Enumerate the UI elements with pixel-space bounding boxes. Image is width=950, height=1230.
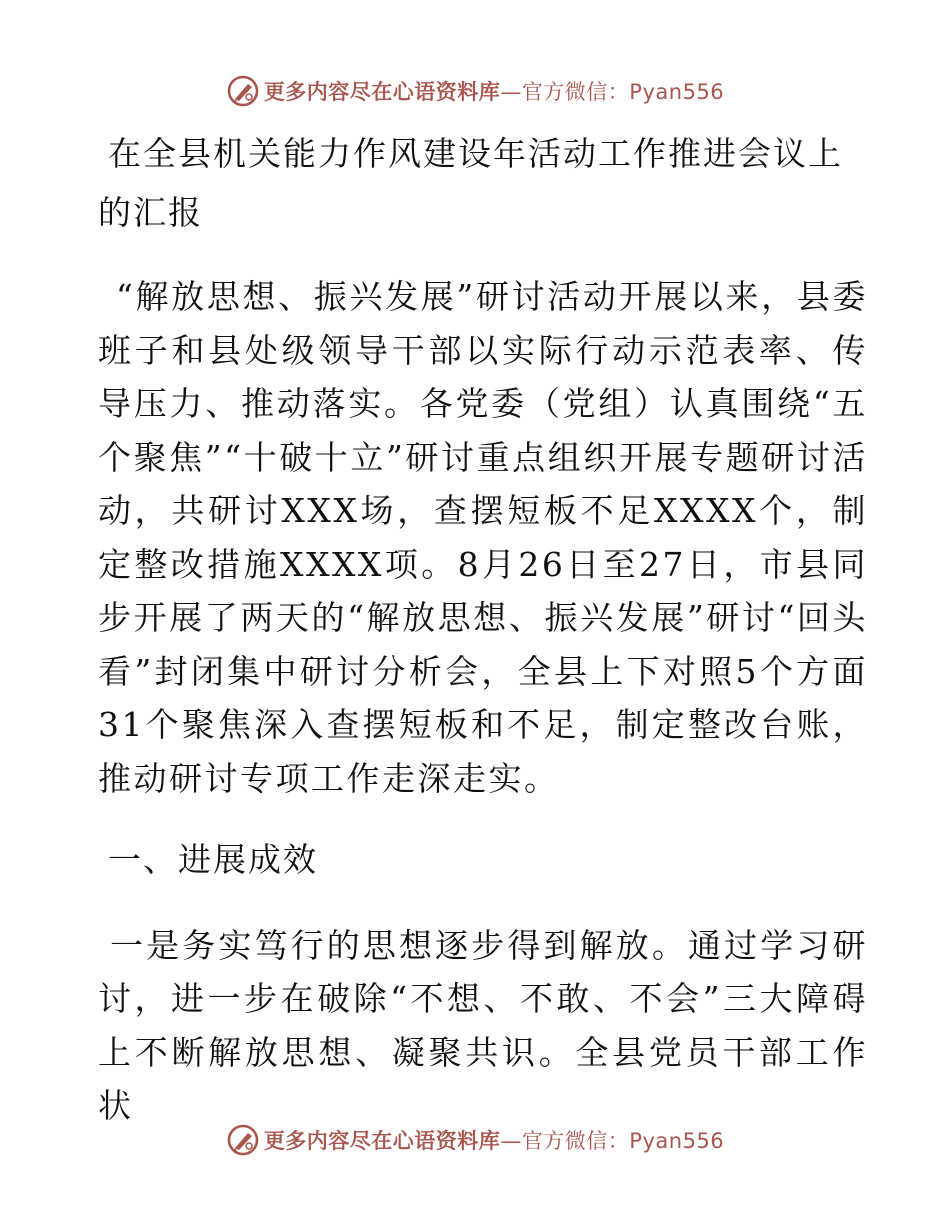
watermark-text: 更多内容尽在心语资料库—官方微信：Pyan556 [263, 1129, 725, 1153]
intro-paragraph: “解放思想、振兴发展”研讨活动开展以来，县委班子和县处级领导干部以实际行动示范表率、传导压力、推动落实。各党委（党组）认真围绕“五个聚焦”“十破十立”研讨重点组织开展专题研讨活动，共研讨XXX场，查摆短板不足XXXX个，制定整改措施XXXX项。8月26日至27日，市县同步开展了两天的“解放思想、振兴发展”研讨“回头看”封闭集中研讨分析会，全县上下对照5个方面31个聚焦深入查摆短板和不足，制定整改台账，推动研讨专项工作走深走实。 [98, 277, 868, 798]
document-title: 在全县机关能力作风建设年活动工作推进会议上的汇报 [98, 134, 843, 232]
pen-circle-logo-icon [226, 1123, 260, 1157]
section-heading: 一、进展成效 [108, 840, 318, 879]
footer-watermark [0, 1120, 950, 1160]
header-watermark [0, 71, 950, 111]
document-body [98, 124, 868, 1133]
section-paragraph: 一是务实笃行的思想逐步得到解放。通过学习研讨，进一步在破除“不想、不敢、不会”三大障碍上不断解放思想、凝聚共识。全县党员干部工作状 [98, 925, 868, 1125]
watermark-text: 更多内容尽在心语资料库—官方微信：Pyan556 [263, 80, 725, 104]
pen-circle-logo-icon [226, 74, 260, 108]
